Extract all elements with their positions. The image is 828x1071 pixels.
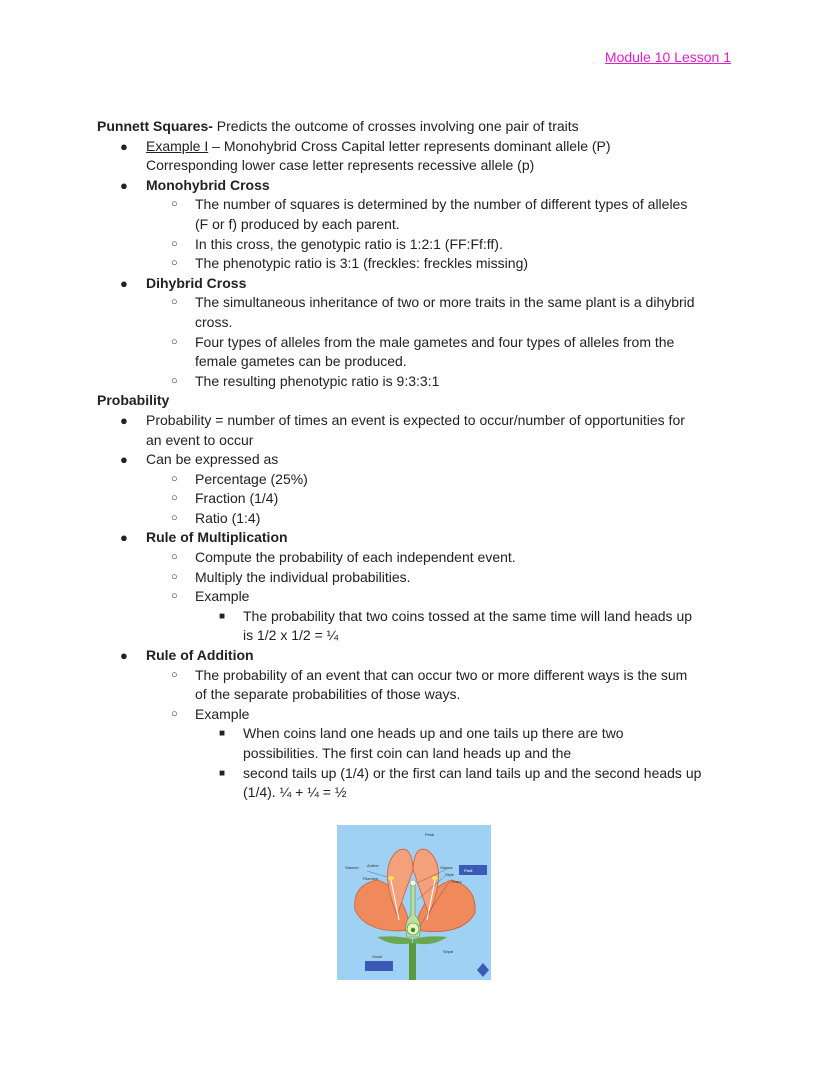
document-body bbox=[97, 117, 737, 803]
circle-bullet-icon: ○ bbox=[171, 335, 178, 348]
list-item-text: Ratio (1:4) bbox=[195, 509, 261, 526]
stigma-shape bbox=[410, 880, 416, 886]
header-lesson-link[interactable]: Module 10 Lesson 1 bbox=[604, 49, 731, 65]
list-item-continuation: female gametes can be produced. bbox=[195, 353, 407, 370]
list-item bbox=[97, 548, 737, 568]
label-ovule: Ovule bbox=[372, 954, 383, 959]
list-item bbox=[97, 646, 737, 666]
circle-bullet-icon: ○ bbox=[171, 374, 178, 387]
list-item bbox=[97, 274, 737, 294]
list-item-text: Four types of alleles from the male gametes and four types of alleles from the bbox=[195, 333, 675, 350]
stem-shape bbox=[409, 943, 416, 980]
label-sepal: Sepal bbox=[443, 949, 454, 954]
list-item-continuation: (1/4). ¼ + ¼ = ½ bbox=[243, 784, 347, 801]
label-anther: Anther bbox=[367, 863, 379, 868]
list-item bbox=[97, 528, 737, 548]
circle-bullet-icon: ○ bbox=[171, 296, 178, 309]
ovule-shape bbox=[411, 928, 415, 932]
list-item-text: Multiply the individual probabilities. bbox=[195, 568, 411, 585]
list-item bbox=[97, 195, 737, 215]
label-style: Style bbox=[445, 872, 454, 877]
flower-illustration bbox=[337, 825, 491, 980]
example-text: – Monohybrid Cross Capital letter represents dominant allele (P) bbox=[208, 137, 611, 154]
punnett-heading-line bbox=[97, 117, 737, 137]
bullet-icon: ● bbox=[120, 177, 128, 193]
label-pistil: Pistil bbox=[464, 868, 473, 873]
list-item bbox=[97, 235, 737, 255]
list-item-text: The simultaneous inheritance of two or more traits in the same plant is a dihybrid bbox=[195, 294, 695, 311]
list-item-text: Example bbox=[195, 705, 250, 722]
example-link[interactable]: Example I bbox=[146, 137, 209, 154]
list-item-continuation: (F or f) produced by each parent. bbox=[195, 215, 400, 232]
list-item-text: Fraction (1/4) bbox=[195, 490, 279, 507]
label-petal: Petal bbox=[425, 832, 435, 837]
list-item bbox=[97, 254, 737, 274]
list-item bbox=[97, 293, 737, 313]
square-bullet-icon: ■ bbox=[219, 610, 226, 622]
circle-bullet-icon: ○ bbox=[171, 511, 178, 524]
punnett-description: Predicts the outcome of crosses involving one pair of traits bbox=[212, 118, 579, 134]
list-item-continuation: cross. bbox=[195, 313, 233, 330]
list-item-text: Probability = number of times an event is expected to occur/number of opportunities for bbox=[146, 411, 685, 428]
circle-bullet-icon: ○ bbox=[171, 668, 178, 681]
circle-bullet-icon: ○ bbox=[171, 198, 178, 211]
list-item-text: The probability of an event that can occur two or more different ways is the sum bbox=[195, 666, 688, 683]
list-item bbox=[97, 333, 737, 353]
list-item bbox=[97, 450, 737, 470]
list-item-continuation: is 1/2 x 1/2 = ¼ bbox=[243, 627, 339, 644]
punnett-title: Punnett Squares- bbox=[97, 118, 213, 134]
list-item-continuation: Corresponding lower case letter represents recessive allele (p) bbox=[146, 157, 535, 174]
circle-bullet-icon: ○ bbox=[171, 492, 178, 505]
list-item bbox=[97, 764, 737, 784]
bullet-icon: ● bbox=[120, 452, 128, 468]
dihybrid-heading: Dihybrid Cross bbox=[146, 274, 247, 291]
list-item-text: The probability that two coins tossed at the same time will land heads up bbox=[243, 607, 693, 624]
bullet-icon: ● bbox=[120, 648, 128, 664]
list-item bbox=[97, 470, 737, 490]
probability-heading: Probability bbox=[97, 392, 170, 409]
monohybrid-heading: Monohybrid Cross bbox=[146, 176, 270, 193]
square-bullet-icon: ■ bbox=[219, 728, 226, 740]
list-item bbox=[97, 489, 737, 509]
label-filament: Filament bbox=[363, 876, 379, 881]
list-item bbox=[97, 587, 737, 607]
circle-bullet-icon: ○ bbox=[171, 551, 178, 564]
diamond-icon bbox=[477, 963, 489, 977]
list-item-text: When coins land one heads up and one tails up there are two bbox=[243, 725, 624, 742]
list-item bbox=[97, 607, 737, 627]
circle-bullet-icon: ○ bbox=[171, 257, 178, 270]
list-item bbox=[97, 509, 737, 529]
ovule-label-box bbox=[365, 961, 393, 971]
list-item-text: Example bbox=[195, 588, 250, 605]
list-item bbox=[97, 568, 737, 588]
bullet-icon: ● bbox=[120, 275, 128, 291]
list-item-continuation: an event to occur bbox=[146, 431, 254, 448]
list-item bbox=[97, 411, 737, 431]
list-item bbox=[97, 724, 737, 744]
flower-diagram bbox=[337, 825, 491, 980]
label-ovary: Ovary bbox=[451, 879, 462, 884]
list-item bbox=[97, 372, 737, 392]
list-item-text: The phenotypic ratio is 3:1 (freckles: freckles missing) bbox=[195, 255, 529, 272]
addition-heading: Rule of Addition bbox=[146, 647, 254, 664]
sepal-shape bbox=[377, 936, 412, 944]
list-item-text: The number of squares is determined by the number of different types of alleles bbox=[195, 196, 688, 213]
list-item-text: Percentage (25%) bbox=[195, 470, 308, 487]
anther-shape bbox=[388, 876, 394, 880]
list-item-text: second tails up (1/4) or the first can land tails up and the second heads up bbox=[243, 764, 702, 781]
circle-bullet-icon: ○ bbox=[171, 707, 178, 720]
sepal-shape bbox=[413, 936, 447, 944]
multiplication-heading: Rule of Multiplication bbox=[146, 529, 288, 546]
list-item-text: Compute the probability of each independent event. bbox=[195, 549, 516, 566]
list-item bbox=[97, 176, 737, 196]
bullet-icon: ● bbox=[120, 412, 128, 428]
circle-bullet-icon: ○ bbox=[171, 590, 178, 603]
circle-bullet-icon: ○ bbox=[171, 237, 178, 250]
bullet-icon: ● bbox=[120, 138, 128, 154]
list-item-continuation: possibilities. The first coin can land heads up and the bbox=[243, 745, 572, 761]
list-item bbox=[97, 666, 737, 686]
list-item bbox=[97, 137, 737, 157]
list-item bbox=[97, 705, 737, 725]
label-stamen: Stamen bbox=[345, 865, 359, 870]
list-item-text: The resulting phenotypic ratio is 9:3:3:1 bbox=[195, 372, 440, 389]
label-stigma: Stigma bbox=[440, 865, 453, 870]
square-bullet-icon: ■ bbox=[219, 767, 226, 779]
anther-shape bbox=[432, 876, 438, 880]
list-item-text: Can be expressed as bbox=[146, 451, 279, 468]
bullet-icon: ● bbox=[120, 530, 128, 546]
list-item-text: In this cross, the genotypic ratio is 1:2:1 (FF:Ff:ff). bbox=[195, 235, 503, 252]
circle-bullet-icon: ○ bbox=[171, 570, 178, 583]
list-item-continuation: of the separate probabilities of those ways. bbox=[195, 686, 461, 703]
circle-bullet-icon: ○ bbox=[171, 472, 178, 485]
